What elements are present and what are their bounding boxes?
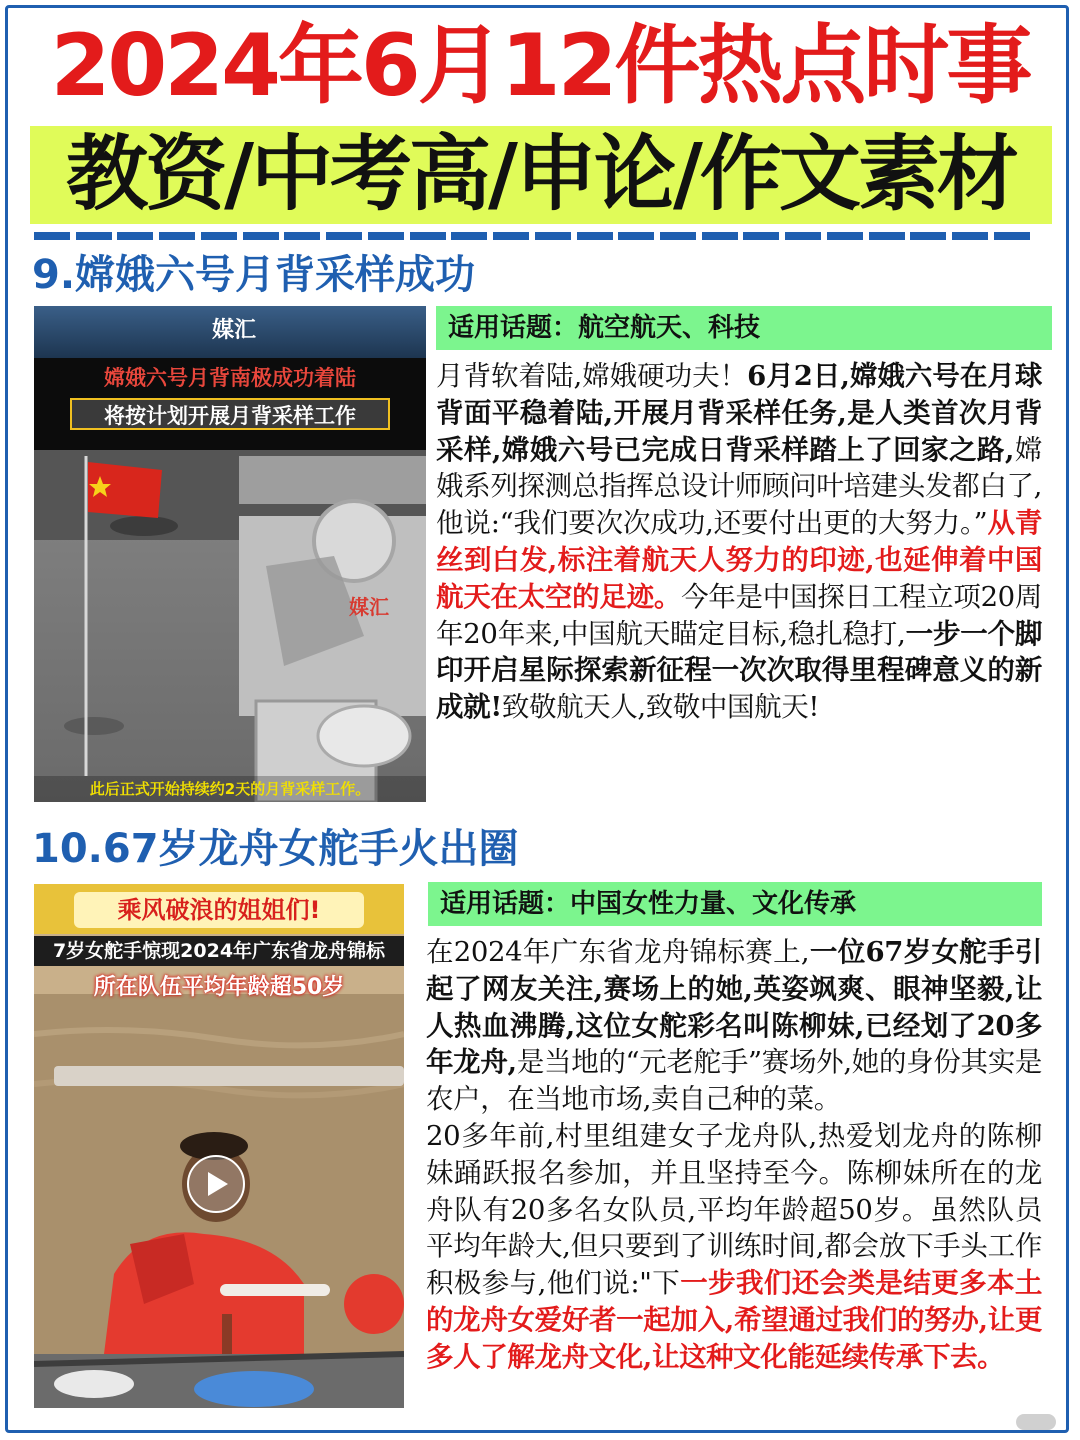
topic-bar-10: 适用话题：中国女性力量、文化传承 [428,882,1042,926]
image-bottom-caption: 此后正式开始持续约2天的月背采样工作。 [89,780,371,798]
body-9-part-3: 嫦娥系列探测总指挥总设计师顾问叶培建头发都白了,他说:“我们要次次成功,还要付出更的大努力。” [436,433,1042,540]
body-10-part-1: 在2024年广东省龙舟锦标赛上, [426,936,810,968]
section-body-10 [426,934,1042,1376]
dashed-divider [34,232,1030,242]
body-10-part-5: 一步我们还会类是结更多本土的龙舟女爱好者一起加入,希望通过我们的努办,让更多人了解龙舟文化,让这种文化能延续传承下去。 [426,1267,1042,1373]
topic-bar-9: 适用话题：航空航天、科技 [436,306,1052,350]
body-9-part-7: 致敬航天人,致敬中国航天! [501,691,819,724]
section-heading-10: 10.67岁龙舟女舵手火出圈 [32,826,519,872]
body-10-part-3: 是当地的“元老舵手”赛场外,她的身份其实是农户，在当地市场,卖自己种的菜。 [426,1046,1042,1116]
image-caption-line-2: 7岁女舵手惊现2024年广东省龙舟锦标 [34,936,404,966]
page-title: 2024年6月12件热点时事 [50,16,1030,116]
watermark-badge [1016,1414,1056,1430]
body-10-part-2: 一位67岁女舵手引起了网友关注,赛场上的她,英姿飒爽、眼神坚毅,让人热血沸腾,这位女舵彩名叫陈柳妹,已经划了20多年龙舟, [426,936,1043,1079]
page-subtitle: 教资/中考高/申论/作文素材 [66,127,1016,222]
body-9-part-6: 一步一个脚印开启星际探索新征程一次次取得里程碑意义的新成就! [436,617,1043,724]
image-banner: 乘风破浪的姐姐们! [74,892,364,928]
dragon-boat-image [34,884,404,1408]
video-play-icon[interactable] [188,1156,244,1212]
body-9-part-5: 今年是中国探日工程立项20周年20年来,中国航天瞄定目标,稳扎稳打, [436,580,1042,650]
image-caption-1: 嫦娥六号月背南极成功着陆 [104,366,356,390]
image-caption-2: 将按计划开展月背采样工作 [70,398,390,430]
body-9-part-1: 月背软着陆,嫦娥硬功夫！ [436,360,748,392]
section-heading-9: 9.嫦娥六号月背采样成功 [32,252,476,298]
media-logo-side: 媒汇 [349,595,389,619]
image-caption-line-3: 所在队伍平均年龄超50岁 [93,975,345,1000]
moon-landing-image [34,306,426,802]
body-10-part-4: 20多年前,村里组建女子龙舟队,热爱划龙舟的陈柳妹踊跃报名参加，并且坚持至今。陈柳妹所在的龙舟队有20多名女队员,平均年龄超50岁。虽然队员平均年龄大,但只要到了训练时间,都会放下手头工作积极参与,他们说:"下 [426,1119,1042,1300]
media-logo: 媒汇 [211,318,256,343]
body-9-part-4: 从青丝到白发,标注着航天人努力的印迹,也延伸着中国航天在太空的足迹。 [436,507,1042,613]
body-9-part-2: 6月2日,嫦娥六号在月球背面平稳着陆,开展月背采样任务,是人类首次月背采样,嫦娥六号已完成日背采样踏上了回家之路, [436,360,1042,466]
section-body-9 [436,358,1042,726]
